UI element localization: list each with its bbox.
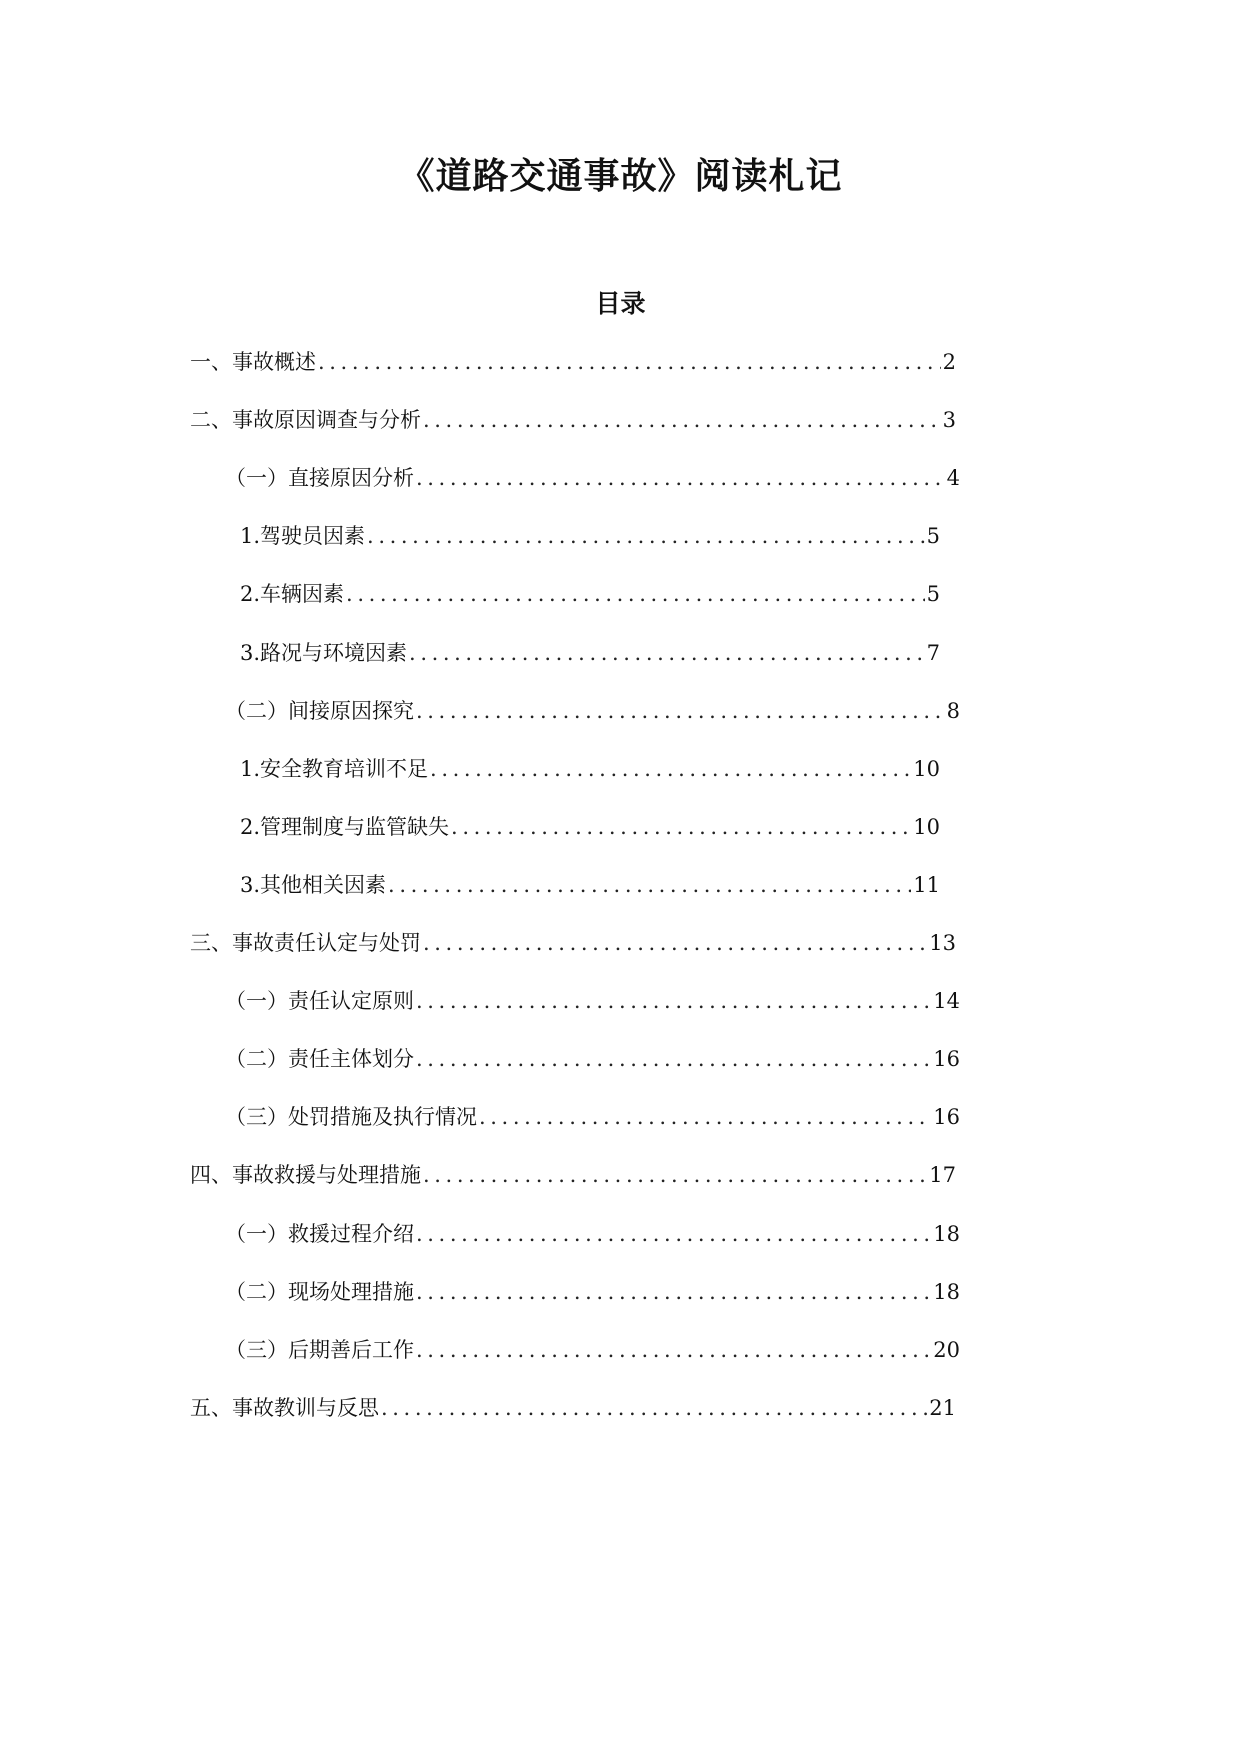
toc-leader-dots	[367, 520, 925, 552]
toc-entry[interactable]	[240, 637, 940, 669]
toc-leader-dots	[416, 985, 931, 1017]
toc-entry-number: 3.	[240, 641, 261, 665]
toc-entry-text: （二）间接原因探究	[225, 699, 414, 723]
toc-entry-number: 2.	[240, 582, 261, 606]
toc-entry-text: 五、事故教训与反思	[190, 1396, 379, 1420]
toc-entry-text: （一）直接原因分析	[225, 466, 414, 490]
toc-leader-dots	[346, 578, 925, 610]
toc-entry-page-number: 16	[933, 1047, 960, 1071]
toc-entry-text: （一）责任认定原则	[225, 989, 414, 1013]
toc-entry-text: 路况与环境因素	[260, 641, 408, 665]
toc-leader-dots	[423, 1159, 927, 1191]
toc-entry-text: （三）处罚措施及执行情况	[225, 1105, 477, 1129]
toc-entry-text: 安全教育培训不足	[260, 757, 429, 781]
toc-entry-text: 二、事故原因调查与分析	[190, 408, 421, 432]
toc-leader-dots	[388, 869, 911, 901]
toc-entry[interactable]	[225, 1043, 960, 1075]
document-title: 《道路交通事故》阅读札记	[398, 156, 843, 197]
toc-entry[interactable]	[225, 1218, 960, 1250]
toc-entry-text: （一）救援过程介绍	[225, 1222, 414, 1246]
toc-entry-page-number: 13	[929, 931, 956, 955]
toc-entry[interactable]	[240, 578, 940, 610]
toc-entry[interactable]	[225, 1334, 960, 1366]
toc-entry-text: （二）现场处理措施	[225, 1280, 414, 1304]
toc-leader-dots	[416, 1334, 931, 1366]
toc-entry-text: （二）责任主体划分	[225, 1047, 414, 1071]
toc-leader-dots	[423, 927, 927, 959]
toc-entry-text: 三、事故责任认定与处罚	[190, 931, 421, 955]
toc-entry-text: （三）后期善后工作	[225, 1338, 414, 1362]
toc-entry-page-number: 4	[946, 466, 960, 490]
toc-entry[interactable]	[240, 811, 940, 843]
toc-entry-page-number: 7	[926, 641, 940, 665]
toc-entry[interactable]	[190, 1159, 956, 1191]
toc-leader-dots	[416, 695, 945, 727]
toc-entry[interactable]	[190, 404, 956, 436]
toc-entry[interactable]	[190, 1392, 956, 1424]
toc-entry-page-number: 17	[929, 1163, 956, 1187]
toc-leader-dots	[416, 1218, 931, 1250]
toc-entry-page-number: 10	[913, 757, 940, 781]
toc-entry-text: 车辆因素	[260, 582, 345, 606]
toc-entry[interactable]	[225, 1276, 960, 1308]
toc-entry-number: 1.	[240, 757, 261, 781]
toc-leader-dots	[318, 346, 941, 378]
toc-entry-text: 四、事故救援与处理措施	[190, 1163, 421, 1187]
toc-entry-number: 3.	[240, 873, 261, 897]
toc-entry-page-number: 14	[933, 989, 960, 1013]
toc-entry-page-number: 11	[913, 873, 940, 897]
toc-entry[interactable]	[225, 695, 960, 727]
toc-entry-page-number: 21	[929, 1396, 956, 1420]
toc-entry-page-number: 3	[942, 408, 956, 432]
toc-entry-page-number: 5	[926, 524, 940, 548]
toc-entry-number: 1.	[240, 524, 261, 548]
toc-leader-dots	[416, 462, 945, 494]
toc-leader-dots	[430, 753, 911, 785]
toc-entry[interactable]	[225, 1101, 960, 1133]
toc-entry[interactable]	[190, 927, 956, 959]
toc-leader-dots	[479, 1101, 931, 1133]
toc-entry[interactable]	[240, 520, 940, 552]
toc-entry-text: 其他相关因素	[260, 873, 387, 897]
toc-entry-page-number: 5	[926, 582, 940, 606]
toc-entry[interactable]	[225, 985, 960, 1017]
toc-leader-dots	[416, 1043, 931, 1075]
toc-entry[interactable]	[190, 346, 956, 378]
toc-entry[interactable]	[225, 462, 960, 494]
toc-entry-page-number: 2	[942, 350, 956, 374]
toc-leader-dots	[409, 637, 925, 669]
toc-entry-page-number: 18	[933, 1280, 960, 1304]
toc-leader-dots	[416, 1276, 931, 1308]
toc-entry-number: 2.	[240, 815, 261, 839]
toc-entry-page-number: 8	[946, 699, 960, 723]
toc-entry[interactable]	[240, 753, 940, 785]
toc-leader-dots	[451, 811, 911, 843]
toc-leader-dots	[381, 1392, 927, 1424]
toc-entry-text: 驾驶员因素	[260, 524, 366, 548]
toc-entry-page-number: 20	[933, 1338, 960, 1362]
toc-entry-page-number: 18	[933, 1222, 960, 1246]
toc-entry-page-number: 16	[933, 1105, 960, 1129]
toc-leader-dots	[423, 404, 941, 436]
toc-heading: 目录	[595, 289, 646, 318]
toc-entry[interactable]	[240, 869, 940, 901]
toc-entry-text: 管理制度与监管缺失	[260, 815, 450, 839]
toc-entry-text: 一、事故概述	[190, 350, 316, 374]
toc-entry-page-number: 10	[913, 815, 940, 839]
